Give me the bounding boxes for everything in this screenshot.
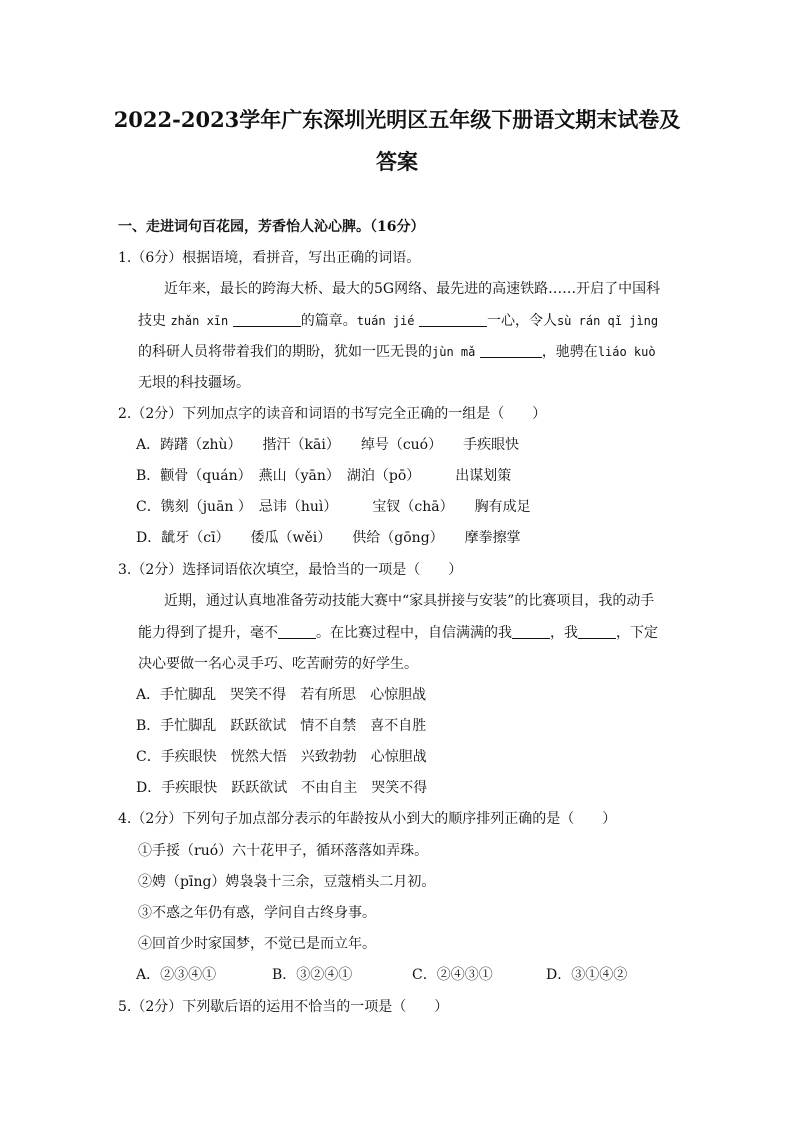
question-4-sentence-1: ①手挼（ruó）六十花甲子，循环落落如弄珠。 <box>138 843 429 859</box>
question-2-stem: 2.（2分）下列加点字的读音和词语的书写完全正确的一组是（ ） <box>118 406 547 422</box>
question-3-option-a[interactable]: A．手忙脚乱 哭笑不得 若有所思 心惊胆战 <box>136 687 427 703</box>
question-2-option-c[interactable]: C．镌刻（juān ） 忌讳（huì） 宝钗（chā） 胸有成足 <box>136 499 531 515</box>
question-3-stem: 3.（2分）选择词语依次填空，最恰当的一项是（ ） <box>118 562 463 578</box>
question-4-option-d[interactable]: D．③①④② <box>546 967 628 983</box>
question-3-option-c[interactable]: C．手疾眼快 恍然大悟 兴致勃勃 心惊胆战 <box>136 749 427 765</box>
question-1-passage-line1: 近年来，最长的跨海大桥、最大的5G网络、最先进的高速铁路……开启了中国科 <box>164 281 661 297</box>
question-4-option-b[interactable]: B．③②④① <box>272 967 353 983</box>
document-title-line1: 2022-2023学年广东深圳光明区五年级下册语文期末试卷及 <box>113 107 681 132</box>
fill-blank-1[interactable] <box>278 624 316 639</box>
question-1-stem: 1.（6分）根据语境，看拼音，写出正确的词语。 <box>118 250 421 266</box>
pinyin-1: zhǎn xīn <box>170 314 229 328</box>
document-title-line2: 答案 <box>376 149 418 174</box>
question-3-passage-line2: 能力得到了提升，毫不 。在比赛过程中，自信满满的我 ，我 ，下定 <box>138 625 658 641</box>
question-3-passage-line3: 决心要做一名心灵手巧、吃苦耐劳的好学生。 <box>138 656 418 672</box>
question-2-option-d[interactable]: D．龇牙（cī） 倭瓜（wěi） 供给（gōng） 摩拳擦掌 <box>136 530 521 546</box>
question-4-option-c[interactable]: C．②④③① <box>412 967 493 983</box>
fill-blank-3[interactable] <box>578 624 616 639</box>
question-2-option-a[interactable]: A．踌躇（zhù） 揩汗（kāi） 绰号（cuó） 手疾眼快 <box>136 437 520 453</box>
question-4-stem: 4.（2分）下列句子加点部分表示的年龄按从小到大的顺序排列正确的是（ ） <box>118 811 617 827</box>
question-4-sentence-4: ④回首少时家国梦，不觉已是而立年。 <box>138 936 376 952</box>
answer-blank-1[interactable] <box>233 312 301 327</box>
question-3-passage-line1: 近期，通过认真地准备劳动技能大赛中“家具拼接与安装”的比赛项目，我的动手 <box>164 593 655 609</box>
pinyin-4: jùn mǎ <box>432 345 476 359</box>
question-4-sentence-3: ③不惑之年仍有惑，学问自古终身事。 <box>138 905 376 921</box>
question-1-passage-line2: 技史 zhǎn xīn 的篇章。tuán jié 一心，令人sù rán qǐ jìng <box>138 313 659 329</box>
question-4-sentence-2: ②娉（pīng）娉袅袅十三余，豆蔻梢头二月初。 <box>138 874 436 890</box>
question-5-stem: 5.（2分）下列歇后语的运用不恰当的一项是（ ） <box>118 999 449 1015</box>
answer-blank-3[interactable] <box>480 343 542 358</box>
question-1-passage-line3: 的科研人员将带着我们的期盼，犹如一匹无畏的jùn mǎ ，驰骋在liáo kuò <box>138 344 656 360</box>
answer-blank-2[interactable] <box>419 312 487 327</box>
section-heading: 一、走进词句百花园，芳香怡人沁心脾。（16分） <box>118 219 425 235</box>
fill-blank-2[interactable] <box>512 624 550 639</box>
pinyin-3: sù rán qǐ jìng <box>556 314 659 328</box>
pinyin-5: liáo kuò <box>597 345 656 359</box>
pinyin-2: tuán jié <box>356 314 415 328</box>
question-4-option-a[interactable]: A．②③④① <box>136 967 217 983</box>
question-3-option-b[interactable]: B．手忙脚乱 跃跃欲试 情不自禁 喜不自胜 <box>136 718 427 734</box>
question-2-option-b[interactable]: B．颧骨（quán） 燕山（yān） 湖泊（pō） 出谋划策 <box>136 468 512 484</box>
question-3-option-d[interactable]: D．手疾眼快 跃跃欲试 不由自主 哭笑不得 <box>136 780 428 796</box>
question-1-passage-line4: 无垠的科技疆场。 <box>138 375 250 391</box>
